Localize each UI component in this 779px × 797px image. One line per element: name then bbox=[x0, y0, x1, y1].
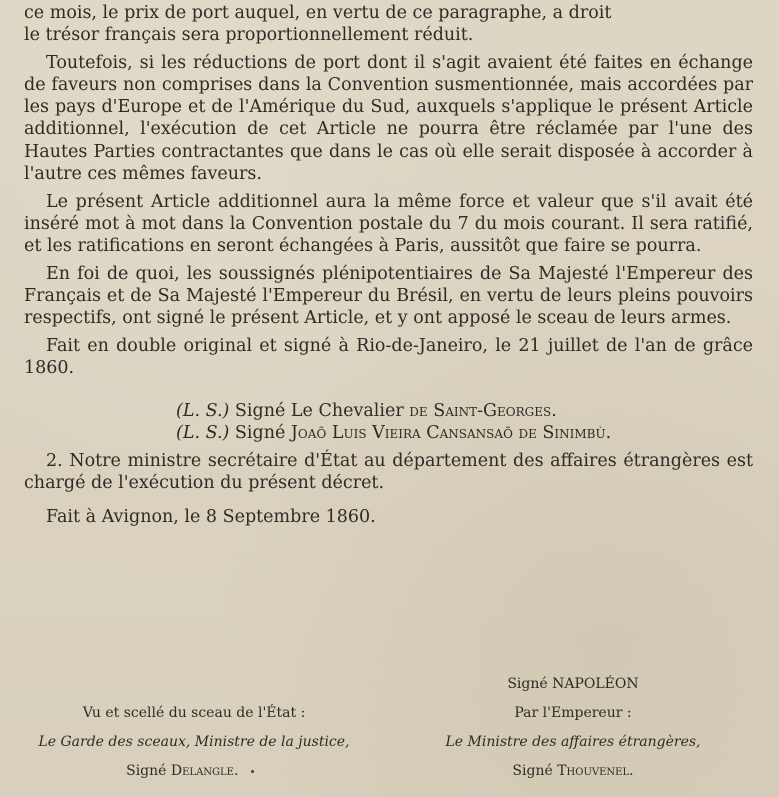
seal-mark: (L. S.) bbox=[176, 400, 230, 421]
paragraph-article-2: 2. Notre ministre secrétaire d'État au département des affaires étrangères est chargé de l'exécution du présent décret. bbox=[24, 450, 753, 493]
name-delangle: Delangle. bbox=[170, 763, 239, 779]
paragraph-present-article: Le présent Article additionnel aura la même force et valeur que s'il avait été inséré mot à mot dans la Convention postale du 7 du mois courant. Il sera ratifié, et les ratifications en seront échangées à Paris, aussitôt que faire se pourra. bbox=[24, 191, 753, 256]
signature-line-1 bbox=[176, 400, 753, 422]
ministre-affaires-etrangeres: Le Ministre des affaires étrangères, bbox=[445, 734, 701, 750]
name-thouvenel: Thouvenel. bbox=[557, 763, 634, 779]
signature-line-2 bbox=[176, 422, 753, 444]
signe-label: Signé Le Chevalier bbox=[234, 400, 404, 421]
signature-thouvenel bbox=[393, 757, 753, 786]
signe-label-right: Signé bbox=[512, 763, 553, 779]
footer-row-2 bbox=[24, 699, 753, 728]
footer-row-1 bbox=[24, 670, 753, 699]
signature-delangle bbox=[24, 757, 364, 786]
signe-napoleon: Signé NAPOLÉON bbox=[507, 676, 639, 692]
line-1: ce mois, le prix de port auquel, en vertu de ce paragraphe, a droit bbox=[24, 3, 612, 23]
paragraph-fait-rio: Fait en double original et signé à Rio-de-Janeiro, le 21 juillet de l'an de grâce 1860. bbox=[24, 336, 753, 379]
line-2: le trésor français sera proportionnellement réduit. bbox=[24, 25, 474, 46]
footer-row-3 bbox=[24, 728, 753, 757]
decree-signatures bbox=[24, 670, 753, 786]
par-empereur: Par l'Empereur : bbox=[514, 705, 632, 721]
signe-label: Signé bbox=[234, 422, 286, 443]
signe-label-left: Signé bbox=[126, 763, 167, 779]
footer-row-4 bbox=[24, 757, 753, 786]
seal-mark: (L. S.) bbox=[176, 422, 230, 443]
signatory-name: Joaõ Luis Vieira Cansansaõ de Sinimbù. bbox=[290, 422, 612, 443]
paragraph-toutefois: Toutefois, si les réductions de port dont il s'agit avaient été faites en échange de faveurs non comprises dans la Convention susmentionnée, mais accordées par les pays d'Europe et de l'Amérique du Sud, auxquels s'applique le présent Article additionnel, l'exécution de cet Article ne pourra être réclamée par l'une des Hautes Parties contractantes que dans le cas où elle serait disposée à accorder à l'autre ces mêmes faveurs. bbox=[24, 53, 753, 184]
garde-des-sceaux: Le Garde des sceaux, Ministre de la justice, bbox=[38, 734, 350, 750]
signatures-block bbox=[24, 400, 753, 444]
ink-dot bbox=[251, 770, 254, 773]
paragraph-fait-avignon: Fait à Avignon, le 8 Septembre 1860. bbox=[46, 506, 376, 527]
paragraph-continuation bbox=[24, 2, 753, 46]
signatory-name: de Saint-Georges. bbox=[409, 400, 557, 421]
paragraph-en-foi: En foi de quoi, les soussignés plénipotentiaires de Sa Majesté l'Empereur des Français et de Sa Majesté l'Empereur du Brésil, en vertu de leurs pleins pouvoirs respectifs, ont signé le présent Article, et y ont apposé le sceau de leurs armes. bbox=[24, 264, 753, 329]
vu-scelle: Vu et scellé du sceau de l'État : bbox=[82, 705, 306, 721]
